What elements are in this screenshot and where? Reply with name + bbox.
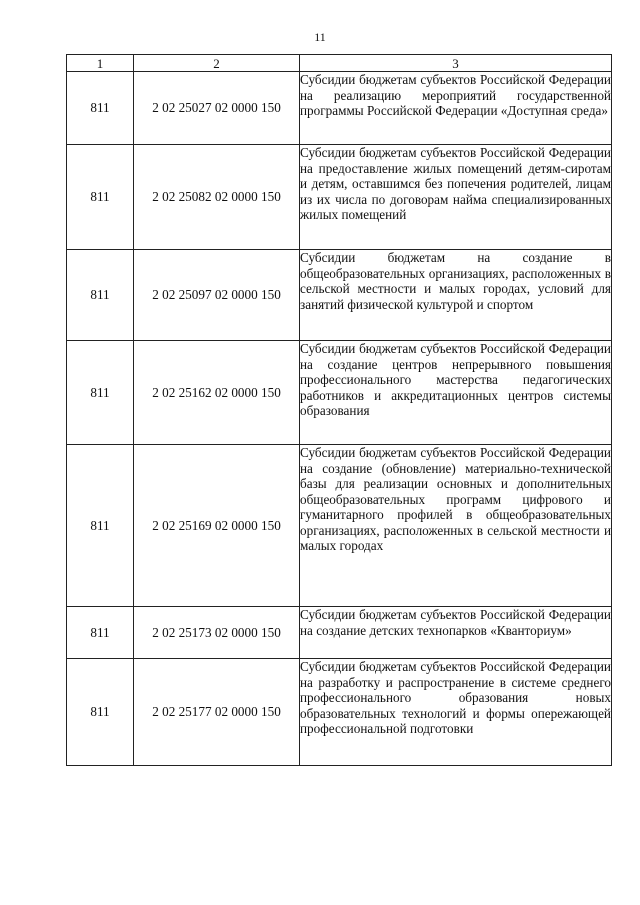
description-cell <box>300 341 612 445</box>
admin-code-cell: 811 <box>67 145 134 250</box>
description-cell <box>300 145 612 250</box>
description-text: Субсидии бюджетам субъектов Российской Федерации на создание (обновление) материально-технической базы для реализации основных и дополнительных общеобразовательных программ цифрового и гуманитарного профилей в общеобразовательных организациях, расположенных в сельской местности и малых городах <box>300 445 611 553</box>
classification-code-cell: 2 02 25162 02 0000 150 <box>134 341 300 445</box>
table-row <box>67 659 612 766</box>
table-row <box>67 341 612 445</box>
description-cell <box>300 72 612 145</box>
table-row <box>67 250 612 341</box>
description-text: Субсидии бюджетам субъектов Российской Федерации на реализацию мероприятий государственной программы Российской Федерации «Доступная среда» <box>300 72 611 118</box>
admin-code-cell: 811 <box>67 250 134 341</box>
admin-code-cell: 811 <box>67 445 134 607</box>
classification-code-cell: 2 02 25027 02 0000 150 <box>134 72 300 145</box>
classification-code-cell: 2 02 25169 02 0000 150 <box>134 445 300 607</box>
classification-code-cell: 2 02 25173 02 0000 150 <box>134 607 300 659</box>
column-header-3: 3 <box>300 55 612 72</box>
classification-code-cell: 2 02 25082 02 0000 150 <box>134 145 300 250</box>
admin-code-cell: 811 <box>67 607 134 659</box>
description-text: Субсидии бюджетам субъектов Российской Федерации на создание центров непрерывного повышения профессионального мастерства педагогических работников и аккредитационных центров системы образования <box>300 341 611 418</box>
description-text: Субсидии бюджетам субъектов Российской Федерации на создание детских технопарков «Кванториум» <box>300 607 611 638</box>
table-row <box>67 607 612 659</box>
classification-code-cell: 2 02 25097 02 0000 150 <box>134 250 300 341</box>
classification-code-cell: 2 02 25177 02 0000 150 <box>134 659 300 766</box>
table-row <box>67 72 612 145</box>
budget-classification-table <box>66 54 612 766</box>
description-text: Субсидии бюджетам субъектов Российской Федерации на разработку и распространение в системе среднего профессионального образования новых образовательных технологий и формы опережающей профессиональной подготовки <box>300 659 611 736</box>
page-number: 11 <box>314 30 326 44</box>
description-text: Субсидии бюджетам на создание в общеобразовательных организациях, расположенных в сельской местности и малых городах, условий для занятий физической культурой и спортом <box>300 250 611 312</box>
table-row <box>67 145 612 250</box>
admin-code-cell: 811 <box>67 72 134 145</box>
description-cell <box>300 250 612 341</box>
admin-code-cell: 811 <box>67 659 134 766</box>
column-header-1: 1 <box>67 55 134 72</box>
description-cell <box>300 607 612 659</box>
admin-code-cell: 811 <box>67 341 134 445</box>
table-header-row <box>67 55 612 72</box>
column-header-2: 2 <box>134 55 300 72</box>
table-row <box>67 445 612 607</box>
description-cell <box>300 445 612 607</box>
description-cell <box>300 659 612 766</box>
description-text: Субсидии бюджетам субъектов Российской Федерации на предоставление жилых помещений детям-сиротам и детям, оставшимся без попечения родителей, лицам из их числа по договорам найма специализированных жилых помещений <box>300 145 611 222</box>
